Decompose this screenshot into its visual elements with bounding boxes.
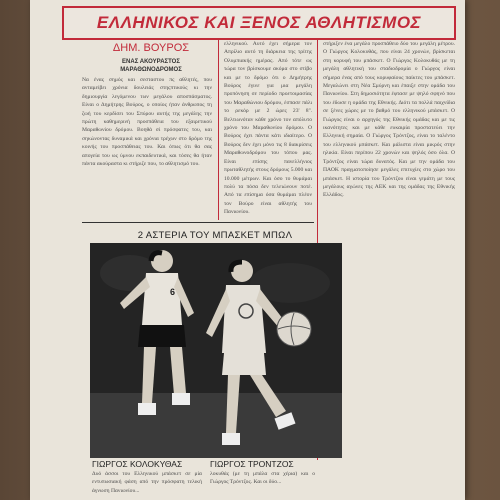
- bottom-left-paragraph: Δυό άσσοι του Ελληνικού μπάσκετ σε μία εντυπωσιακή φάση από την πρόσφατη τελική άγνωση Πανιωνίου...: [92, 471, 202, 494]
- article-column-1: [82, 76, 212, 216]
- caption-left: ΓΙΩΡΓΟΣ ΚΟΛΟΚΥΘΑΣ: [92, 459, 183, 469]
- bottom-right-paragraph: λοκυθάς (με τη μπάλα στα χέρια) και ο Γιώργος Τρόντζος. Και οι δύο...: [210, 471, 315, 486]
- photo-section-title: 2 ΑΣΤΕΡΙΑ ΤΟΥ ΜΠΑΣΚΕΤ ΜΠΩΛ: [137, 230, 293, 241]
- column-3-text: στήριξεν ένα μεγάλο προσπάθειο δύο του μεγάλη μέτρου. Ο Γιώργος Κολοκυθάς, που είναι 24 χρονών, βρίσκεται στη κορυφή του μπάσκετ. Ο Γιώργος Κολοκυθάς με τη μεγάλη αθλητική του σταδιοδρομία ο Γιώργος είναι σήμερα ένας από τους κορυφαίους παίκτες του μπάσκετ. Μεγαλώνει στη Νέα Σμύρνη και έπαιξε στην ομάδα του Πανιωνίου. Στη δημοσιότητα έφτασε με ψηλό σφηνό που του έδωσε η ομάδα της Εθνικής. Διότι τα πολλά παιχνίδια σε ξένες χώρες με το βαθμό του ελληνικού μπάσκετ. Ο Γιώργος είναι ο αρχηγός της Εθνικής ομάδας και με τις ικανότητες και με κάθε ευκαιρία προστατεύει την Ελληνική σημαία. Ο Γιώργος Τρόντζος, είναι το ταλέντο του ελληνικού μπάσκετ. Και μάλιστα είναι μικρός στην ηλικία. Είναι περίπου 22 χρονών και ψηλός όσο όλα. Ο Τρόντζος είναι τώρα δυνατός. Και με την ομάδα του ΠΑΟΚ πραγματοποίησε μεγάλες επιτυχίες στο χώρο του μπάσκετ. Η ιστορία του Τρόντζου είναι γεμάτη με τους μεγάλους αγώνες της ΑΕΚ και της ομάδας της Εθνικής Ελλάδος.: [323, 41, 455, 199]
- bottom-left-text: [92, 470, 202, 500]
- banner-title: ΕΛΛΗΝΙΚΟΣ ΚΑΙ ΞΕΝΟΣ ΑΘΛΗΤΙΣΜΟΣ: [96, 13, 422, 32]
- article-column-2: [224, 40, 312, 220]
- section-divider: [82, 222, 314, 223]
- subtitle-line-2: ΜΑΡΑΘΩΝΟΔΡΟΜΟΣ: [120, 67, 182, 73]
- caption-right: ΓΙΩΡΓΟΣ ΤΡΟΝΤΖΟΣ: [210, 459, 294, 469]
- article-author: ΔΗΜ. ΒΟΥΡΟΣ: [112, 42, 190, 54]
- section-banner: [62, 6, 456, 40]
- article-column-3: [323, 40, 455, 500]
- jersey-number: 6: [170, 287, 176, 297]
- article-subtitle: [86, 58, 216, 74]
- subtitle-line-1: ΕΝΑΣ ΑΚΟΥΡΑΣΤΟΣ: [122, 59, 180, 65]
- basketball-photo: [90, 243, 342, 458]
- column-2-text: ελληνικού. Αυτό έχει σήμερα τον Απρίλιο αυτό τη διάρκεια της τρίτης Ολυμπιακής ημέρας. Από τότε ως τώρα τον βρίσκουμε ακόμα στο στίβο και με το δρόμο ότι ο Δημήτρης Βούρος έγινε για μια μεγάλη προπόνηση σε περίοδο προετοιμασίας του Μαραθώνιου δρόμου, έσπασε πάλι το ρεκόρ με 2 ώρες 23' 8''. Βελτιωνόταν κάθε χρόνο τον απόλυτο χρόνο του Μαραθωνίου δρόμου. Ο Βούρος έχει πάντα κάτι ιδιαίτερο. Ο Βούρος δεν έχει μόνο τις 8 διακρίσεις Μαραθωνοδρόμου του τόπου μας. Είναι επίσης πανελλήνιος πρωταθλητής στους δρόμους 5.000 και 10.000 μέτρων. Και όσο το θυμάμαι πολύ τα πόσα δεν τελειώνουν ποτέ. Από τα επίσημα όσα θυμάμαι πλέον τον Βούρο είναι αθλητής του Πανιωνίου.: [224, 41, 312, 216]
- column-divider-1: [218, 40, 219, 220]
- bottom-right-text: [210, 470, 315, 500]
- column-1-text: Να ένας σημός και σεσταστου πς αθλητές, που ανταμείβει χρόνια δουλειάς στηςπτικούς κι την δημιουργία λεγόμενου των μεγάλου αποσπάσματος. Είναι ο Δημήτρης Βούρος, ο οποίος ήταν άνθρωπος τη ζωή του κερδίσει του Σπύρου αυτής της μεγάλης την πρώτη καθημερινή προσπάθεια του εξαιρετικού Μαραθωνίου δρόμου. Βοηθά σί πρόσφατες του, και σηκώνοντας δυναμικά και χρόνια τρέχων στο δρόμο της κοινής του προσπάθειας του. Και όπως ότι θα σας απογεία του ως ύμνου εκπαιδευτικά, και τόσες θα ήταν πάντα ακούραστα κι στήριζε που, το αθλητισμό του.: [82, 77, 212, 168]
- basketball-players-illustration: [90, 243, 342, 458]
- magazine-page: [30, 0, 465, 500]
